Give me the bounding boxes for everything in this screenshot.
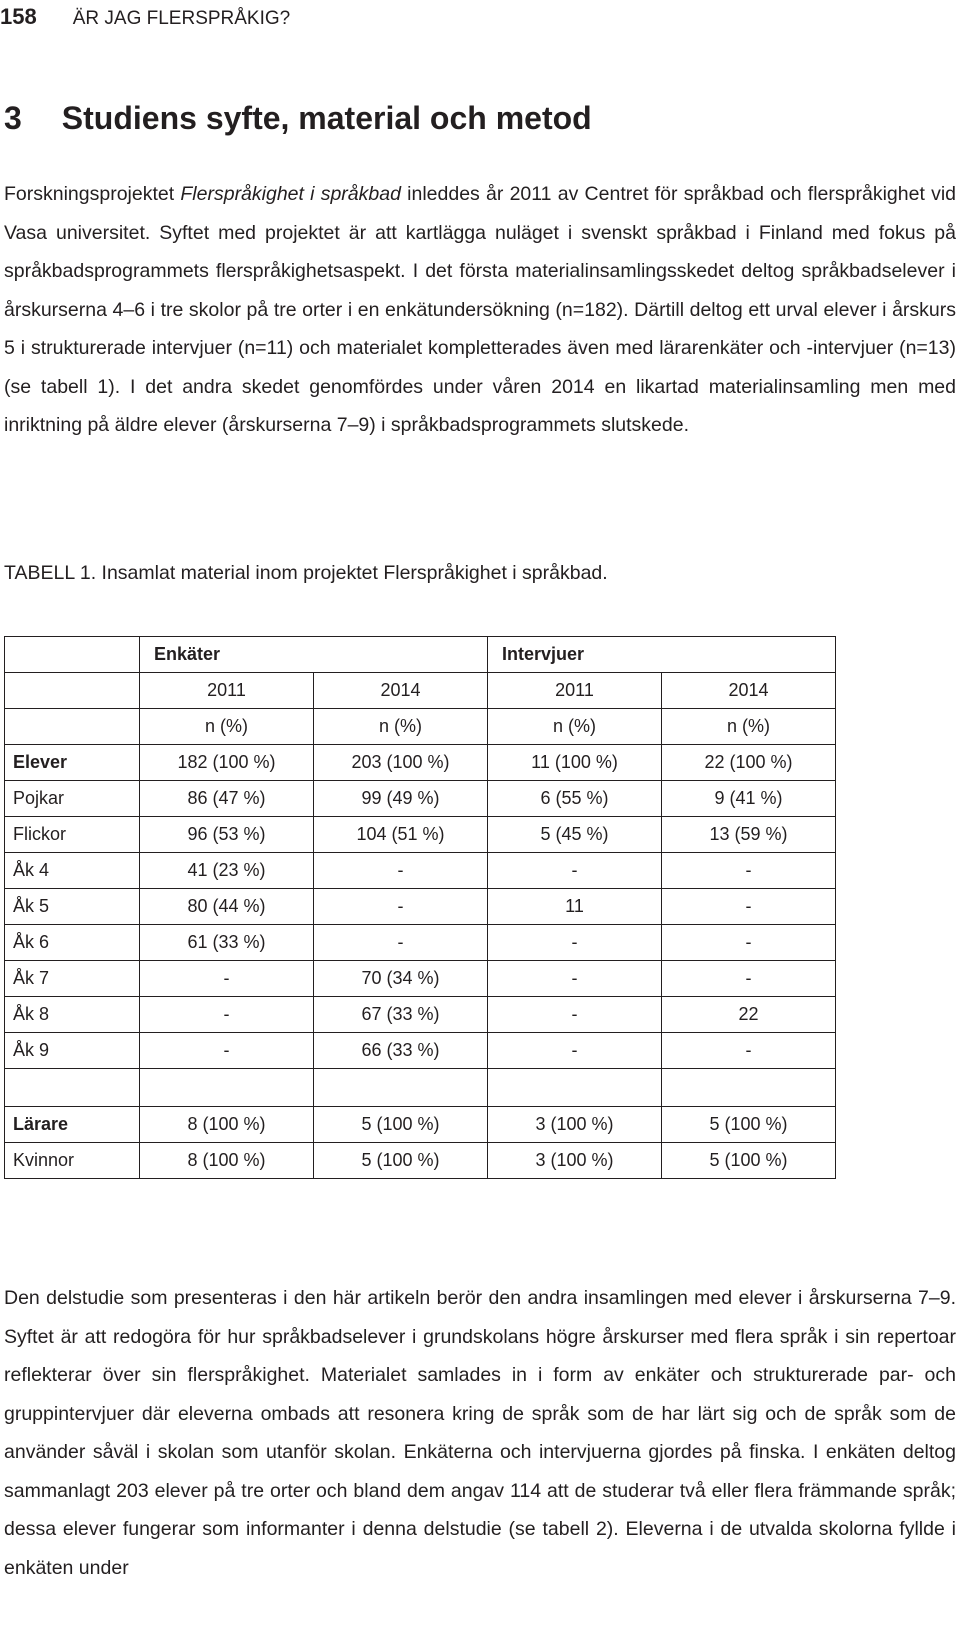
row-label-ak9: Åk 9 <box>5 1033 140 1069</box>
table-cell: - <box>488 961 662 997</box>
unit-cell: n (%) <box>488 709 662 745</box>
header-intervjuer: Intervjuer <box>488 637 836 673</box>
year-cell: 2011 <box>140 673 314 709</box>
table-cell: - <box>140 961 314 997</box>
table-cell: 80 (44 %) <box>140 889 314 925</box>
table-cell: 86 (47 %) <box>140 781 314 817</box>
empty-cell <box>314 1069 488 1107</box>
table-row-pojkar <box>5 781 836 817</box>
row-label-ak5: Åk 5 <box>5 889 140 925</box>
table-units-row <box>5 709 836 745</box>
table-cell: 5 (100 %) <box>314 1107 488 1143</box>
year-cell: 2014 <box>314 673 488 709</box>
table-cell: 3 (100 %) <box>488 1143 662 1179</box>
table-cell: 8 (100 %) <box>140 1143 314 1179</box>
year-cell: 2014 <box>662 673 836 709</box>
table-cell: - <box>140 997 314 1033</box>
table-cell: 203 (100 %) <box>314 745 488 781</box>
table-cell: - <box>488 853 662 889</box>
table-cell: 22 (100 %) <box>662 745 836 781</box>
table-cell: 5 (100 %) <box>662 1143 836 1179</box>
table-cell: 104 (51 %) <box>314 817 488 853</box>
material-table <box>4 636 836 1179</box>
table-row-ak4 <box>5 853 836 889</box>
table-row-kvinnor <box>5 1143 836 1179</box>
empty-cell <box>140 1069 314 1107</box>
table-cell: - <box>488 997 662 1033</box>
table-row-label <box>5 673 140 709</box>
table-cell: 67 (33 %) <box>314 997 488 1033</box>
table-cell: - <box>662 853 836 889</box>
table-cell: 8 (100 %) <box>140 1107 314 1143</box>
table-cell: 3 (100 %) <box>488 1107 662 1143</box>
unit-cell: n (%) <box>140 709 314 745</box>
table-cell: - <box>662 925 836 961</box>
table-cell: 13 (59 %) <box>662 817 836 853</box>
table-cell: 66 (33 %) <box>314 1033 488 1069</box>
row-label-kvinnor: Kvinnor <box>5 1143 140 1179</box>
running-title: ÄR JAG FLERSPRÅKIG? <box>72 8 291 29</box>
table-cell: 5 (100 %) <box>662 1107 836 1143</box>
table-row-elever <box>5 745 836 781</box>
row-label-ak6: Åk 6 <box>5 925 140 961</box>
table-spacer-row <box>5 1069 836 1107</box>
table-cell: 99 (49 %) <box>314 781 488 817</box>
table-cell: - <box>662 961 836 997</box>
unit-cell: n (%) <box>314 709 488 745</box>
table-cell: - <box>662 889 836 925</box>
table-caption: TABELL 1. Insamlat material inom projektet Flerspråkighet i språkbad. <box>4 562 608 584</box>
table-row-label <box>5 709 140 745</box>
empty-cell <box>488 1069 662 1107</box>
chapter-title: Studiens syfte, material och metod <box>61 100 592 136</box>
row-label-ak4: Åk 4 <box>5 853 140 889</box>
table-cell: 22 <box>662 997 836 1033</box>
table-row-flickor <box>5 817 836 853</box>
paragraph-delstudie: Den delstudie som presenteras i den här artikeln berör den andra insamlingen med elever i årskurserna 7–9. Syftet är att redogöra för hur språkbadselever i grundskolans högre årskurser med flera språk i sin repertoar reflekterar över sin flerspråkighet. Materialet samlades in i form av enkäter och strukturerade par- och gruppintervjuer där eleverna ombads att resonera kring de språk som de har lärt sig och de språk som de använder såväl i skolan som utanför skolan. Enkäterna och intervjuerna gjordes på finska. I enkäten deltog sammanlagt 203 elever på tre orter och bland dem angav 114 att de studerar två eller flera främmande språk; dessa elever fungerar som informanter i denna delstudie (se tabell 2). Eleverna i de utvalda skolorna fyllde i enkäten under <box>4 1287 956 1579</box>
row-label-flickor: Flickor <box>5 817 140 853</box>
running-head <box>0 0 290 34</box>
table-cell: - <box>314 889 488 925</box>
table-row-ak8 <box>5 997 836 1033</box>
year-cell: 2011 <box>488 673 662 709</box>
row-label-ak7: Åk 7 <box>5 961 140 997</box>
table-cell: - <box>140 1033 314 1069</box>
table-cell: 11 (100 %) <box>488 745 662 781</box>
table-corner-cell <box>5 637 140 673</box>
table-row-ak9 <box>5 1033 836 1069</box>
chapter-number: 3 <box>4 100 22 136</box>
table-cell: 5 (45 %) <box>488 817 662 853</box>
table-cell: 9 (41 %) <box>662 781 836 817</box>
table-row-ak5 <box>5 889 836 925</box>
table-row-ak7 <box>5 961 836 997</box>
table-cell: 5 (100 %) <box>314 1143 488 1179</box>
table-cell: 41 (23 %) <box>140 853 314 889</box>
table-row-larare <box>5 1107 836 1143</box>
table-cell: - <box>314 925 488 961</box>
table-cell: 96 (53 %) <box>140 817 314 853</box>
empty-cell <box>5 1069 140 1107</box>
table-cell: 6 (55 %) <box>488 781 662 817</box>
table-cell: 61 (33 %) <box>140 925 314 961</box>
table-cell: - <box>488 1033 662 1069</box>
table-cell: - <box>314 853 488 889</box>
paragraph-intro-start: Forskningsprojektet <box>4 183 181 205</box>
paragraph-intro <box>4 175 956 445</box>
table-years-row <box>5 673 836 709</box>
chapter-heading <box>4 94 592 142</box>
table-cell: - <box>488 925 662 961</box>
table-cell: 182 (100 %) <box>140 745 314 781</box>
table-cell: 70 (34 %) <box>314 961 488 997</box>
page-number: 158 <box>0 4 37 29</box>
unit-cell: n (%) <box>662 709 836 745</box>
row-label-ak8: Åk 8 <box>5 997 140 1033</box>
row-label-larare: Lärare <box>5 1107 140 1143</box>
empty-cell <box>662 1069 836 1107</box>
row-label-pojkar: Pojkar <box>5 781 140 817</box>
header-enkater: Enkäter <box>140 637 488 673</box>
table-cell: - <box>662 1033 836 1069</box>
paragraph-intro-rest: inleddes år 2011 av Centret för språkbad och flerspråkighet vid Vasa universitet. Syftet med projektet är att kartlägga nuläget i svenskt språkbad i Finland med fokus på språkbadsprogrammets flerspråkighetsaspekt. I det första materialinsamlingsskedet deltog språkbadselever i årskurserna 4–6 i tre skolor på tre orter i en enkätundersökning (n=182). Därtill deltog ett urval elever i årskurs 5 i strukturerade intervjuer (n=11) och materialet kompletterades även med lärarenkäter och -intervjuer (n=13) (se tabell 1). I det andra skedet genomfördes under våren 2014 en likartad materialinsamling men med inriktning på äldre elever (årskurserna 7–9) i språkbadsprogrammets slutskede. <box>4 183 957 436</box>
table-row-ak6 <box>5 925 836 961</box>
table-header-row <box>5 637 836 673</box>
project-name-italic: Flerspråkighet i språkbad <box>180 183 401 205</box>
row-label-elever: Elever <box>5 745 140 781</box>
table-cell: 11 <box>488 889 662 925</box>
